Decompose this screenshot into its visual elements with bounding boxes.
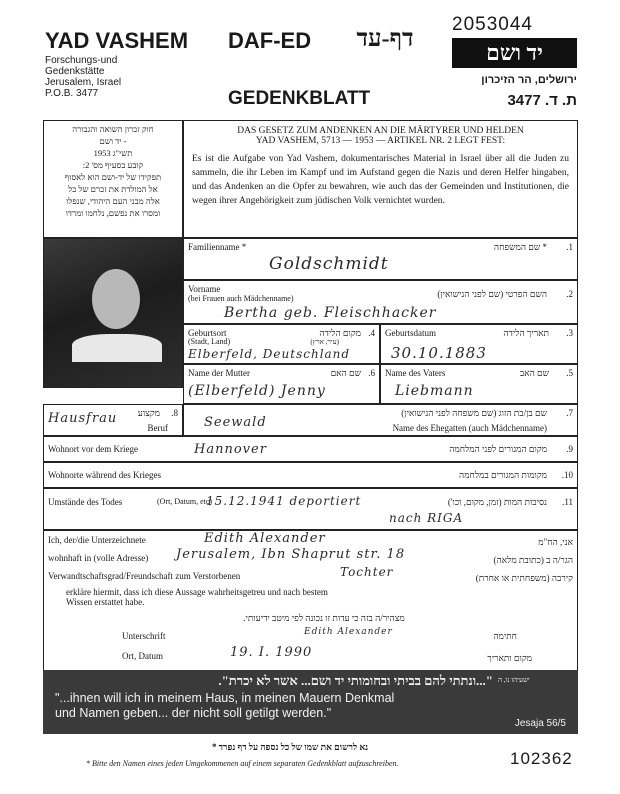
field-number: .11	[562, 497, 573, 507]
serial-number-top: 2053044	[452, 14, 533, 35]
value-signature[interactable]: Edith Alexander	[304, 627, 393, 637]
label-profession: Beruf	[147, 423, 168, 433]
declaration-line-2: Wissen erstattet habe.	[66, 597, 145, 607]
value-address[interactable]: Jerusalem, Ibn Shaprut str. 18	[176, 547, 406, 562]
declaration-line-1: erkläre hiermit, dass ich diese Aussage wahrheitsgetreu und nach bestem	[66, 587, 328, 597]
quote-hebrew: "...ונתתי להם בביתי ובחומותי יד ושם... אשר לא יכרת".	[218, 673, 493, 688]
label-spouse-name: Name des Ehegatten (auch Mädchenname)	[392, 423, 547, 433]
org-sub-line: P.O.B. 3477	[45, 88, 99, 99]
org-sub-line: Gedenkstätte	[45, 66, 105, 77]
law-body: Es ist die Aufgabe von Yad Vashem, dokumentarisches Material in Israel über all die Juden zu sammeln, die ihr Leben im Kampf und im Aufstand gegen die Nazis und deren Helfer hingaben, und das Andenken an die Opfer zu bewahren, wie auch das der Gemeinden und Institutionen, die wegen ihrer Angehörigkeit zum jüdischen Volk vernichtet wurden.	[192, 154, 569, 206]
photo-collar	[72, 334, 162, 362]
label-first-name-he: השם הפרטי (שם לפני הנישואין)	[437, 289, 547, 299]
victim-photo	[43, 238, 183, 388]
value-spouse-name: Seewald	[204, 415, 267, 430]
field-family-name[interactable]	[183, 238, 578, 280]
field-number: .9	[566, 444, 573, 454]
label-place-date: Ort, Datum	[122, 651, 163, 661]
pob-hebrew: ת. ד. 3477	[507, 92, 577, 109]
org-sub-line: Forschungs-und	[45, 55, 118, 66]
value-residence-before-war: Hannover	[194, 442, 267, 457]
address-hebrew: ירושלים, הר הזיכרון	[481, 74, 577, 86]
value-mother-name: (Elberfeld) Jenny	[188, 383, 326, 399]
isaiah-quote-banner	[43, 670, 578, 734]
footer-hebrew: נא לרשום את שמו של כל נספה על דף נפרד *	[211, 742, 369, 752]
label-birthplace-sub-he: (עיר, ארץ)	[310, 338, 339, 346]
label-place-date-he: מקום ותאריך	[487, 653, 532, 663]
field-number: .4	[368, 328, 375, 338]
label-family-name: Familienname *	[188, 242, 247, 252]
law-heading-1: DAS GESETZ ZUM ANDENKEN AN DIE MÄRTYRER UND HELDEN	[237, 126, 524, 136]
field-first-name[interactable]	[183, 280, 578, 324]
form-title: GEDENKBLATT	[228, 88, 371, 109]
value-birthdate: 30.10.1883	[391, 344, 487, 362]
law-he-line: חוק זכרון השואה והגבורה	[72, 124, 154, 134]
value-circumstances-2: nach RIGA	[389, 511, 464, 525]
law-he-line: אלה מבני העם היהודי, שנפלו	[66, 196, 160, 206]
field-number: .7	[566, 408, 573, 418]
field-number: .10	[561, 470, 573, 480]
footer-german: * Bitte den Namen eines jeden Umgekommenen auf einem separaten Gedenkblatt aufzuschreiben.	[86, 759, 399, 768]
label-relationship-he: קירבה (משפחתית או אחרת)	[475, 573, 573, 583]
declarant-section	[43, 530, 578, 670]
field-father-name[interactable]	[380, 364, 578, 404]
field-birthdate[interactable]	[380, 324, 578, 364]
photo-face	[92, 269, 140, 329]
value-birthplace: Elberfeld, Deutschland	[188, 347, 351, 361]
label-birthplace-sub: (Stadt, Land)	[188, 337, 231, 346]
label-circumstances-he: נסיבות המות (זמן, מקום, וכו')	[447, 497, 547, 507]
law-he-line: תפקידו של יד-ושם הוא לאסוף	[64, 172, 162, 182]
value-father-name: Liebmann	[395, 383, 474, 399]
yad-vashem-logo	[452, 38, 577, 68]
label-mother-name: Name der Mutter	[188, 368, 250, 378]
label-father-name: Name des Vaters	[385, 368, 446, 378]
label-address-he: הגר/ה ב (כתובת מלאה)	[493, 555, 573, 565]
field-number: .8	[171, 408, 178, 418]
value-circumstances: 15.12.1941 deportiert	[206, 494, 362, 508]
label-circumstances-sub: (Ort, Datum, etc)	[157, 497, 213, 506]
form-name: DAF-ED	[228, 28, 312, 53]
label-first-name: Vorname	[188, 284, 221, 294]
label-birthdate: Geburtsdatum	[385, 328, 436, 338]
value-declarant-name[interactable]: Edith Alexander	[204, 531, 326, 546]
law-he-line: תשי"ג 1953	[93, 148, 133, 158]
label-signature-he: חתימה	[493, 631, 517, 641]
label-residence-during-war: Wohnorte während des Krieges	[48, 470, 161, 480]
law-hebrew-box	[43, 120, 183, 238]
label-declarant-name-he: אני, הח"מ	[538, 537, 573, 547]
law-he-line: אל המולדת את זכרם של כל	[68, 184, 158, 194]
field-birthplace[interactable]	[183, 324, 380, 364]
quote-reference: Jesaja 56/5	[514, 718, 566, 729]
field-number: .5	[566, 368, 573, 378]
org-subtitle	[45, 55, 121, 99]
serial-number-bottom: 102362	[510, 749, 573, 768]
label-declarant-name: Ich, der/die Unterzeichnete	[48, 535, 146, 545]
label-profession-he: מקצוע	[137, 408, 160, 418]
org-name: YAD VASHEM	[45, 28, 189, 53]
label-signature: Unterschrift	[122, 631, 166, 641]
field-spouse-name[interactable]	[183, 404, 578, 436]
label-relationship: Verwandtschaftsgrad/Freundschaft zum Verstorbenen	[48, 571, 241, 581]
value-first-name: Bertha geb. Fleischhacker	[224, 305, 437, 321]
label-birthplace-he: מקום הלידה	[319, 328, 361, 338]
field-number: .1	[566, 242, 573, 252]
field-number: .2	[566, 289, 573, 299]
org-sub-line: Jerusalem, Israel	[45, 77, 122, 88]
law-he-line: ומסרו את נפשם, נלחמו ומרדו	[65, 208, 161, 218]
law-heading-2: YAD VASHEM, 5713 — 1953 — ARTIKEL NR. 2 LEGT FEST:	[255, 136, 506, 146]
law-text-box	[183, 120, 578, 238]
law-he-line: - יד ושם	[99, 136, 127, 146]
label-birthdate-he: תאריך הלידה	[503, 328, 549, 338]
label-first-name-sub: (bei Frauen auch Mädchenname)	[188, 294, 294, 303]
label-spouse-name-he: שם בן/בת הזוג (שם משפחה לפני הנישואין)	[401, 408, 547, 418]
field-residence-before-war[interactable]	[43, 436, 578, 462]
field-number: .6	[368, 368, 375, 378]
logo-text: יד ושם	[486, 40, 543, 65]
label-address: wohnhaft in (volle Adresse)	[48, 553, 149, 563]
field-profession[interactable]	[43, 404, 183, 436]
field-circumstances-of-death[interactable]	[43, 488, 578, 530]
label-residence-before-war: Wohnort vor dem Kriege	[48, 444, 138, 454]
label-residence-before-war-he: מקום המגורים לפני המלחמה	[449, 444, 547, 454]
label-residence-during-war-he: מקומות המגורים במלחמה	[459, 470, 547, 480]
field-mother-name[interactable]	[183, 364, 380, 404]
label-mother-name-he: שם האם	[330, 368, 361, 378]
label-birthplace: Geburtsort	[188, 328, 227, 338]
quote-german-2: und Namen geben... der nicht soll getilgt werden."	[55, 706, 332, 720]
form-name-hebrew: דף-עד	[356, 26, 414, 52]
value-family-name: Goldschmidt	[269, 254, 389, 274]
field-residence-during-war[interactable]	[43, 462, 578, 488]
value-relationship[interactable]: Tochter	[340, 565, 394, 579]
label-circumstances: Umstände des Todes	[48, 497, 123, 507]
value-place-date[interactable]: 19. I. 1990	[230, 645, 313, 660]
label-father-name-he: שם האב	[519, 368, 549, 378]
quote-german-1: "...ihnen will ich in meinem Haus, in meinen Mauern Denkmal	[55, 691, 395, 705]
field-number: .3	[566, 328, 573, 338]
value-profession: Hausfrau	[48, 411, 118, 426]
quote-hebrew-ref: ישעיהו נו, ה	[498, 676, 530, 684]
label-family-name-he: * שם המשפחה	[493, 242, 547, 252]
law-he-line: קובע בסעיף מס' 2:	[82, 160, 144, 170]
declaration-hebrew: מצהיר/ה בזה כי עדות זו נכונה לפי מיטב ידיעותי.	[243, 613, 405, 623]
